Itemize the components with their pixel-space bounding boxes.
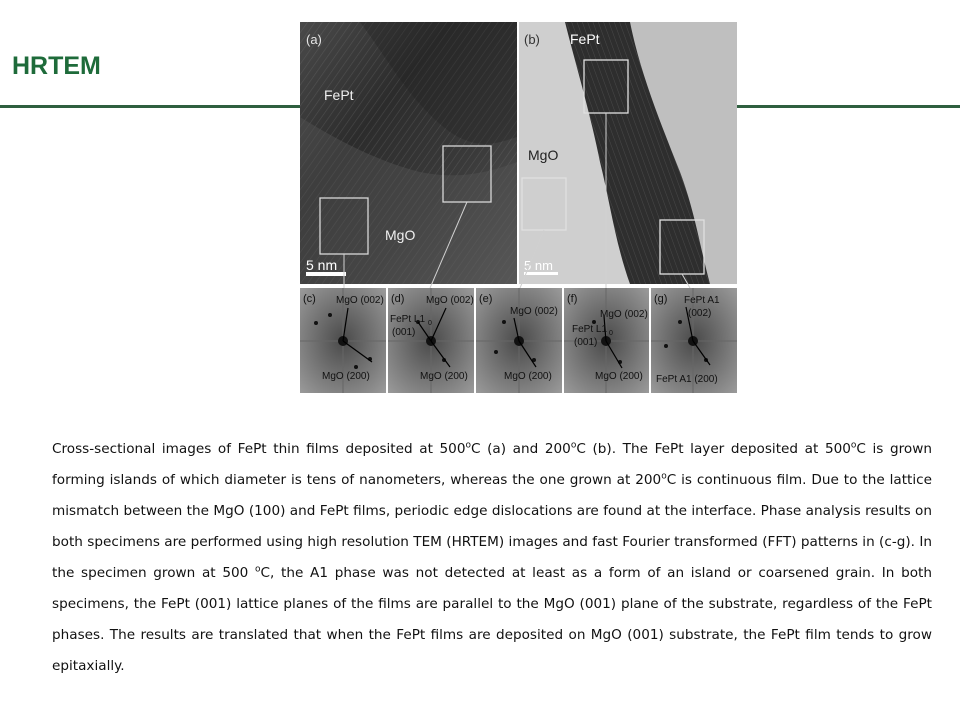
svg-text:FePt A1 (200): FePt A1 (200) — [656, 374, 718, 385]
svg-text:FePt A1: FePt A1 — [684, 295, 720, 306]
figure-caption: Cross-sectional images of FePt thin films deposited at 500$^o$C (a) and 200$^o$C (b). The FePt layer deposited at 500$^o$C is grown forming islands of which diameter is tens of nanometers, whereas the one grown at 200$^o$C is continuous film. Due to the lattice mismatch between the MgO (100) and FePt films, periodic edge dislocations are found at the interface. Phase analysis results on both specimens are performed using high resolution TEM (HRTEM) images and fast Fourier transformed (FFT) patterns in (c-g). In the specimen grown at 500 $^o$C, the A1 phase was not detected at least as a form of an island or coarsened grain. In both specimens, the FePt (001) lattice planes of the films are parallel to the MgO (001) plane of the substrate, regardless of the FePt phases. The results are translated that when the FePt films are deposited on MgO (001) substrate, the FePt film tends to grow epitaxially. — [52, 440, 932, 674]
panel-a-mgo-label: MgO — [385, 227, 416, 243]
panel-d — [388, 288, 474, 393]
svg-text:MgO (002): MgO (002) — [426, 295, 474, 306]
panel-a — [300, 22, 517, 284]
panel-g — [651, 288, 737, 393]
title-divider-right — [737, 105, 960, 108]
panel-c — [300, 288, 386, 393]
svg-text:MgO (200): MgO (200) — [322, 371, 370, 382]
svg-text:MgO (200): MgO (200) — [420, 371, 468, 382]
panel-b-label: (b) — [524, 32, 540, 47]
panel-b-scale-label: 5 nm — [524, 258, 553, 273]
svg-text:(001): (001) — [574, 337, 598, 348]
svg-text:0: 0 — [428, 320, 432, 327]
svg-text:MgO (200): MgO (200) — [504, 371, 552, 382]
panel-b-mgo-label: MgO — [528, 147, 559, 163]
panel-b — [519, 22, 737, 284]
panel-a-label: (a) — [306, 32, 322, 47]
svg-text:(001): (001) — [392, 327, 416, 338]
panel-f — [564, 288, 649, 393]
svg-text:(g): (g) — [654, 293, 668, 305]
svg-text:0: 0 — [609, 330, 613, 337]
panel-e — [476, 288, 562, 393]
svg-text:(d): (d) — [391, 293, 405, 305]
svg-text:MgO (002): MgO (002) — [336, 295, 384, 306]
title-divider-left — [0, 105, 300, 108]
svg-text:FePt L1: FePt L1 — [572, 324, 608, 335]
svg-text:MgO (002): MgO (002) — [510, 306, 558, 317]
hrtem-figure — [300, 22, 737, 396]
panel-b-fept-label: FePt — [570, 31, 600, 47]
svg-text:MgO (200): MgO (200) — [595, 371, 643, 382]
svg-text:(f): (f) — [567, 293, 578, 305]
svg-text:(c): (c) — [303, 293, 316, 305]
panel-a-scale-label: 5 nm — [306, 257, 338, 273]
panel-a-fept-label: FePt — [324, 87, 354, 103]
svg-text:(002): (002) — [688, 308, 712, 319]
svg-text:FePt L1: FePt L1 — [390, 314, 426, 325]
svg-text:(e): (e) — [479, 293, 493, 305]
svg-text:MgO (002): MgO (002) — [600, 309, 648, 320]
slide-title: HRTEM — [12, 52, 101, 80]
